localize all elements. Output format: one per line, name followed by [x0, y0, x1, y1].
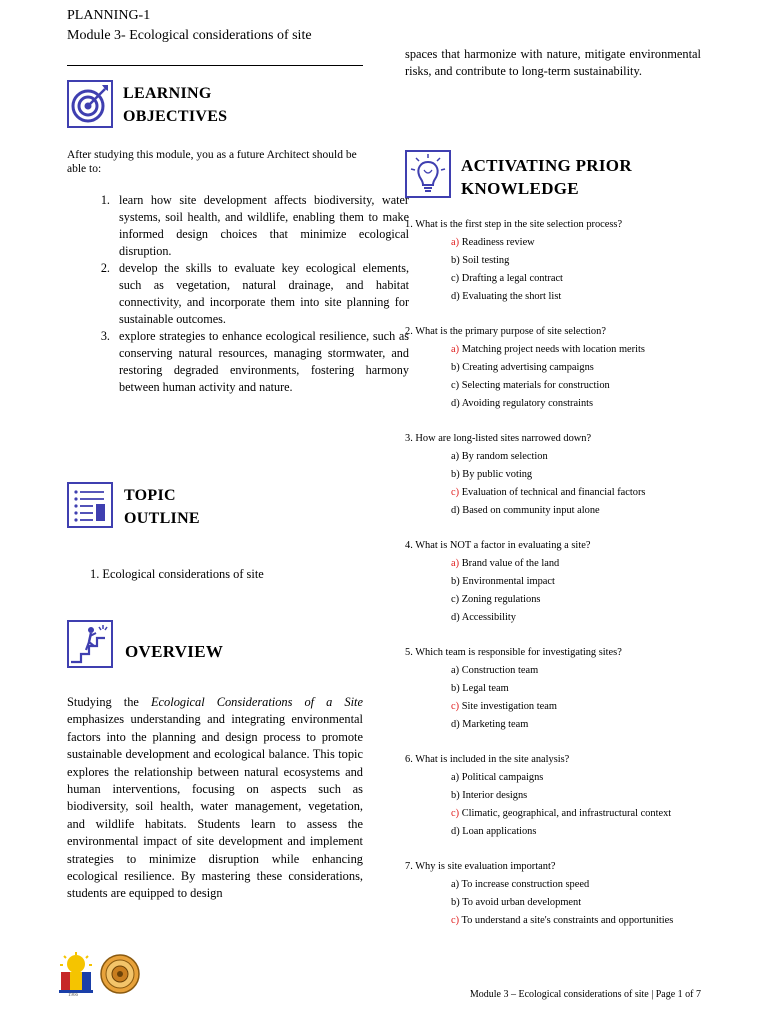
answer-option	[451, 377, 701, 395]
option-text: Creating advertising campaigns	[462, 362, 594, 373]
activating-knowledge-title	[461, 154, 632, 200]
answer-option	[451, 341, 701, 359]
course-header: PLANNING-1	[67, 8, 151, 23]
quiz-questions	[405, 216, 701, 947]
seal-year: 1966	[68, 993, 78, 998]
option-letter: b)	[451, 790, 460, 801]
option-letter: a)	[451, 451, 460, 462]
question-block	[405, 537, 701, 627]
option-letter: c)	[451, 273, 460, 284]
answer-option	[451, 769, 701, 787]
overview-paragraph-continued: spaces that harmonize with nature, mitigate environmental risks, and contribute to long-term sustainability.	[405, 47, 701, 79]
option-text: Marketing team	[462, 719, 529, 730]
question-text: 7. Why is site evaluation important?	[405, 861, 556, 872]
topic-outline-title-line1: TOPIC	[124, 487, 176, 504]
answer-option	[451, 466, 701, 484]
option-letter: a)	[451, 665, 460, 676]
target-icon	[67, 80, 113, 128]
option-letter: b)	[451, 897, 460, 908]
option-text: To understand a site's constraints and opportunities	[461, 915, 674, 926]
question-text: 6. What is included in the site analysis?	[405, 754, 570, 765]
option-letter: d)	[451, 398, 460, 409]
answer-option	[451, 270, 701, 288]
overview-paragraph	[67, 694, 363, 903]
header-divider	[67, 65, 363, 66]
question-block	[405, 430, 701, 520]
question-text: 4. What is NOT a factor in evaluating a site?	[405, 540, 591, 551]
answer-option	[451, 573, 701, 591]
option-text: Accessibility	[461, 612, 516, 623]
correct-answer-letter: c)	[451, 808, 460, 819]
answer-option	[451, 252, 701, 270]
answer-option	[451, 555, 701, 573]
answer-option	[451, 680, 701, 698]
correct-answer-letter: a)	[451, 237, 460, 248]
option-letter: b)	[451, 469, 460, 480]
option-letter: b)	[451, 683, 460, 694]
stairs-climber-icon	[67, 620, 113, 668]
objectives-list	[67, 192, 409, 396]
question-block	[405, 751, 701, 841]
option-text: Soil testing	[462, 255, 510, 266]
institution-seal-logo	[100, 954, 140, 994]
option-text: Environmental impact	[462, 576, 555, 587]
module-header: Module 3- Ecological considerations of site	[67, 28, 312, 43]
correct-answer-letter: c)	[451, 915, 460, 926]
answer-option	[451, 609, 701, 627]
overview-text-italic: Ecological Considerations of a Site	[150, 695, 363, 709]
topic-outline-title	[124, 484, 200, 530]
objectives-intro: After studying this module, you as a future Architect should be able to:	[67, 149, 357, 175]
learning-objectives-title	[123, 82, 227, 128]
option-text: Drafting a legal contract	[461, 273, 563, 284]
option-text: Interior designs	[462, 790, 528, 801]
option-letter: b)	[451, 362, 460, 373]
correct-answer-letter: a)	[451, 558, 460, 569]
objective-item: 1. learn how site development affects biodiversity, water systems, soil health, and wildlife, enabling them to make informed design choices that minimize ecological disruption.	[113, 192, 409, 260]
answer-option	[451, 787, 701, 805]
option-letter: c)	[451, 380, 460, 391]
topic-outline-item: 1. Ecological considerations of site	[90, 567, 264, 581]
option-text: Readiness review	[461, 237, 535, 248]
answer-option	[451, 502, 701, 520]
learning-objectives-title-line1: LEARNING	[123, 85, 212, 102]
option-text: Selecting materials for construction	[461, 380, 610, 391]
option-text: Zoning regulations	[461, 594, 541, 605]
option-letter: a)	[451, 772, 460, 783]
option-text: By public voting	[462, 469, 533, 480]
option-letter: a)	[451, 879, 460, 890]
correct-answer-letter: c)	[451, 487, 460, 498]
learning-objectives-title-line2: OBJECTIVES	[123, 108, 228, 125]
option-text: Construction team	[461, 665, 539, 676]
activating-title-line2: KNOWLEDGE	[461, 179, 579, 198]
option-letter: b)	[451, 576, 460, 587]
option-letter: c)	[451, 594, 460, 605]
overview-text-rest: emphasizes understanding and integrating environmental factors into the planning and design process to promote sustainable development and ecological balance. This topic explores the relationship between natural ecosystems and human interventions, focusing on aspects such as biodiversity, soil health, water management, vegetation, and wildlife habitats. Students learn to assess the environmental impact of site development and implement strategies to minimize disruption while enhancing ecological resilience. By mastering these considerations, students are equipped to design	[67, 712, 363, 901]
correct-answer-letter: c)	[451, 701, 460, 712]
topic-outline-title-line2: OUTLINE	[124, 510, 200, 527]
option-letter: d)	[451, 719, 460, 730]
option-text: Site investigation team	[461, 701, 557, 712]
option-text: Evaluating the short list	[462, 291, 562, 302]
option-text: Brand value of the land	[461, 558, 560, 569]
answer-option	[451, 823, 701, 841]
option-letter: b)	[451, 255, 460, 266]
option-text: Evaluation of technical and financial factors	[461, 487, 646, 498]
answer-option	[451, 359, 701, 377]
page-footer: Module 3 – Ecological considerations of site | Page 1 of 7	[469, 989, 701, 1000]
option-letter: d)	[451, 612, 460, 623]
question-text: 5. Which team is responsible for investigating sites?	[405, 647, 622, 658]
answer-option	[451, 912, 701, 930]
question-block	[405, 644, 701, 734]
answer-option	[451, 894, 701, 912]
answer-option	[451, 288, 701, 306]
option-text: By random selection	[461, 451, 548, 462]
option-text: To increase construction speed	[461, 879, 590, 890]
activating-title-line1: ACTIVATING PRIOR	[461, 156, 632, 175]
overview-title: OVERVIEW	[125, 642, 224, 661]
objective-item: 2. develop the skills to evaluate key ecological elements, such as vegetation, natural drainage, and habitat connectivity, and incorporate them into site planning for sustainable outcomes.	[113, 260, 409, 328]
answer-option	[451, 662, 701, 680]
outline-list-icon	[67, 482, 113, 528]
answer-option	[451, 716, 701, 734]
answer-option	[451, 395, 701, 413]
option-text: Climatic, geographical, and infrastructural context	[461, 808, 672, 819]
question-block	[405, 323, 701, 413]
objective-item: 3. explore strategies to enhance ecological resilience, such as conserving natural resources, managing stormwater, and restoring degraded environments, fostering harmony between human activity and nature.	[113, 328, 409, 396]
answer-option	[451, 484, 701, 502]
question-text: 1. What is the first step in the site selection process?	[405, 219, 623, 230]
option-text: Based on community input alone	[462, 505, 600, 516]
option-letter: d)	[451, 291, 460, 302]
option-text: Loan applications	[462, 826, 537, 837]
lightbulb-icon	[405, 150, 451, 198]
answer-option	[451, 805, 701, 823]
question-text: 2. What is the primary purpose of site selection?	[405, 326, 606, 337]
option-text: Political campaigns	[461, 772, 544, 783]
overview-text-start: Studying the	[67, 695, 151, 709]
answer-option	[451, 698, 701, 716]
option-letter: d)	[451, 826, 460, 837]
option-text: Matching project needs with location merits	[461, 344, 645, 355]
question-block	[405, 858, 701, 930]
question-block	[405, 216, 701, 306]
deped-seal-logo	[56, 952, 96, 998]
correct-answer-letter: a)	[451, 344, 460, 355]
question-text: 3. How are long-listed sites narrowed down?	[405, 433, 592, 444]
option-letter: d)	[451, 505, 460, 516]
option-text: To avoid urban development	[462, 897, 582, 908]
option-text: Avoiding regulatory constraints	[461, 398, 594, 409]
answer-option	[451, 234, 701, 252]
answer-option	[451, 591, 701, 609]
option-text: Legal team	[462, 683, 509, 694]
answer-option	[451, 876, 701, 894]
answer-option	[451, 448, 701, 466]
